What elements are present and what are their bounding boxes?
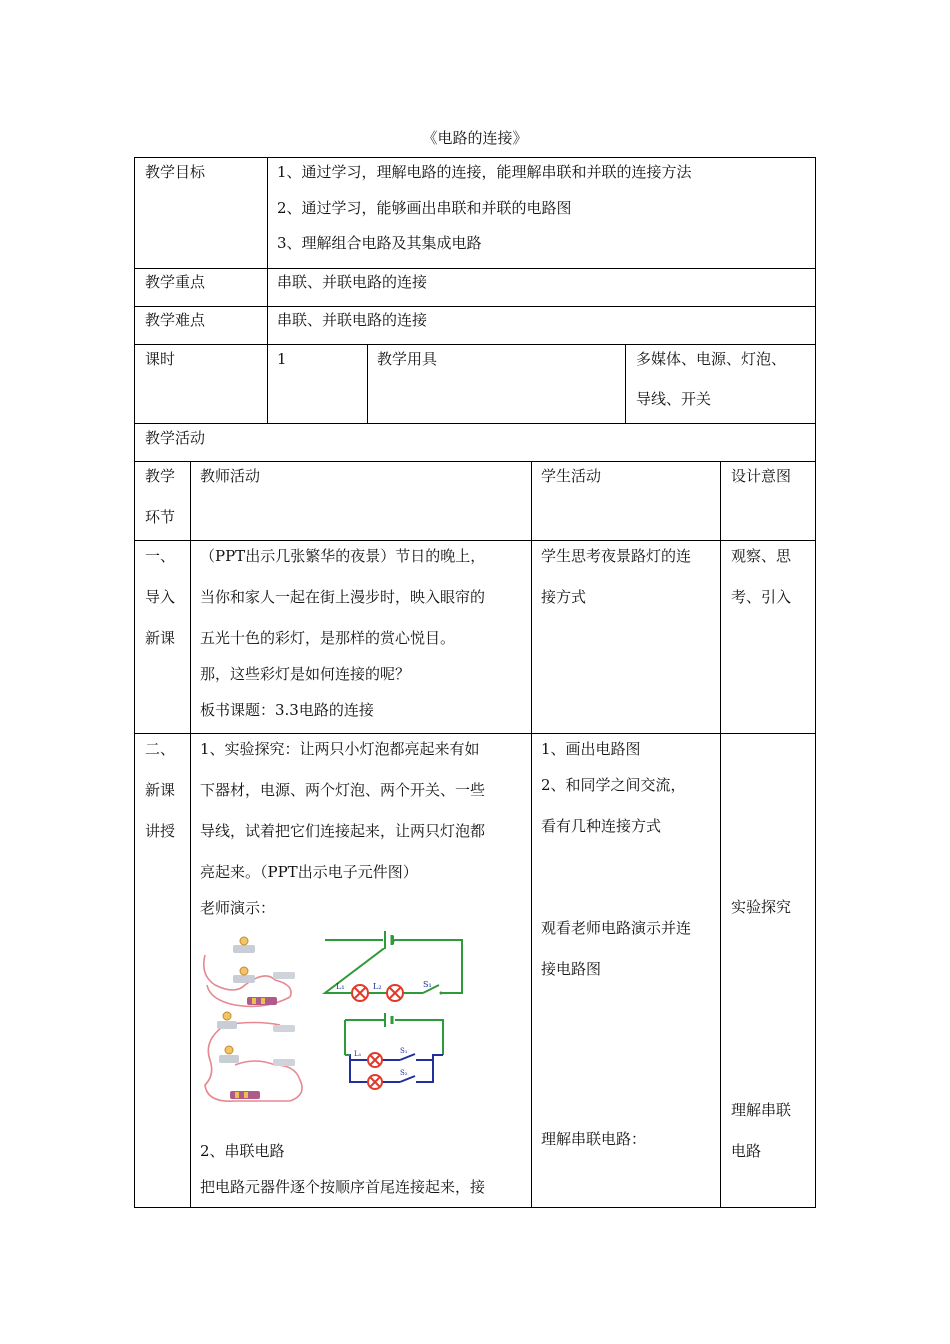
s2-student-2: 2、和同学之间交流， [541,776,686,794]
s1-teacher-5: 板书课题：3.3电路的连接 [200,701,374,719]
key-value: 串联、并联电路的连接 [277,273,428,291]
lamp-l2-icon [387,985,403,1001]
parallel-photo [205,1012,302,1101]
s2-intent-series-1: 理解串联 [731,1101,792,1119]
goal-item-3: 3、理解组合电路及其集成电路 [277,234,482,252]
s1-intent-1: 观察、思 [731,547,792,565]
goal-label: 教学目标 [145,163,206,181]
s2-student-1: 1、画出电路图 [541,740,641,758]
hours-label: 课时 [145,350,176,368]
document-title: 《电路的连接》 [422,129,528,147]
s1-intent-2: 考、引入 [731,588,792,606]
col-student: 学生活动 [541,467,602,485]
goal-item-1: 1、通过学习，理解电路的连接，能理解串联和并联的连接方法 [277,163,692,181]
s2-intent-experiment: 实验探究 [731,898,792,916]
circuit-demo-figure [195,925,475,1110]
s1-stage-1: 一、 [145,547,176,565]
key-label: 教学重点 [145,273,206,291]
tools-value-line-2: 导线、开关 [636,390,712,408]
col-stage-line-1: 教学 [145,467,176,485]
hours-value: 1 [277,350,287,368]
s2-teacher-5: 老师演示： [200,899,276,917]
col-intent: 设计意图 [731,467,792,485]
label-parallel-s1: S₁ [400,1047,408,1055]
label-l2: L₂ [373,982,382,991]
s1-stage-2: 导入 [145,588,176,606]
s1-stage-3: 新课 [145,629,176,647]
lamp-parallel-2-icon [368,1075,382,1089]
s1-teacher-2: 当你和家人一起在街上漫步时，映入眼帘的 [200,588,486,606]
difficulty-label: 教学难点 [145,311,206,329]
s2-teacher-3: 导线，试着把它们连接起来，让两只灯泡都 [200,822,486,840]
s2-teacher-series-text: 把电路元器件逐个按顺序首尾连接起来，接 [200,1178,486,1196]
tools-value-line-1: 多媒体、电源、灯泡、 [636,350,787,368]
lamp-parallel-1-icon [368,1053,382,1067]
col-teacher: 教师活动 [200,467,261,485]
s2-teacher-4: 亮起来。（PPT出示电子元件图） [200,863,418,881]
parallel-schematic [345,1013,443,1082]
series-photo [204,937,295,1006]
s1-student-2: 接方式 [541,588,587,606]
difficulty-value: 串联、并联电路的连接 [277,311,428,329]
tools-label: 教学用具 [377,350,438,368]
s2-student-watch-1: 观看老师电路演示并连 [541,919,692,937]
s2-student-watch-2: 接电路图 [541,960,602,978]
s2-teacher-2: 下器材，电源、两个灯泡、两个开关、一些 [200,781,486,799]
s1-teacher-1: （PPT出示几张繁华的夜景）节日的晚上， [200,547,486,565]
s2-stage-3: 讲授 [145,822,176,840]
s2-stage-1: 二、 [145,740,176,758]
goal-item-2: 2、通过学习，能够画出串联和并联的电路图 [277,199,572,217]
s1-teacher-3: 五光十色的彩灯，是那样的赏心悦目。 [200,629,456,647]
s2-student-series: 理解串联电路： [541,1130,647,1148]
activity-label: 教学活动 [145,429,206,447]
s2-stage-2: 新课 [145,781,176,799]
col-stage-line-2: 环节 [145,508,176,526]
s2-student-3: 看有几种连接方式 [541,817,662,835]
lamp-l1-icon [352,985,368,1001]
s2-intent-series-2: 电路 [731,1142,762,1160]
label-parallel-s2: S₂ [400,1069,408,1077]
s1-teacher-4: 那，这些彩灯是如何连接的呢？ [200,665,411,683]
label-l1: L₁ [336,982,345,991]
s1-student-1: 学生思考夜景路灯的连 [541,547,692,565]
s2-teacher-series-title: 2、串联电路 [200,1142,285,1160]
label-parallel-l: L₁ [354,1050,362,1058]
label-s1: S₁ [423,980,432,989]
s2-teacher-1: 1、实验探究：让两只小灯泡都亮起来有如 [200,740,480,758]
